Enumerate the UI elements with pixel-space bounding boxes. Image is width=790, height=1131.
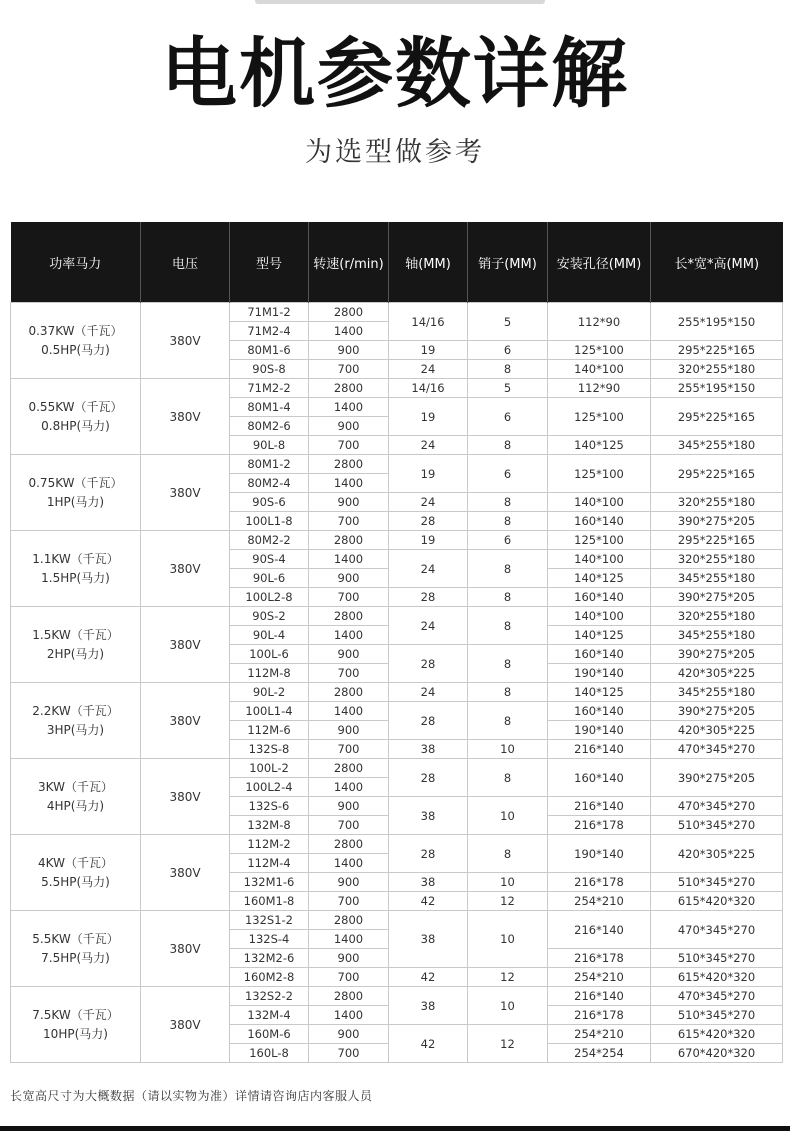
- speed-cell: 700: [309, 816, 389, 835]
- model-cell: 71M2-4: [230, 322, 309, 341]
- shaft-cell: 38: [389, 911, 468, 968]
- model-cell: 90L-8: [230, 436, 309, 455]
- mount-hole-cell: 190*140: [548, 835, 651, 873]
- mount-hole-cell: 216*178: [548, 873, 651, 892]
- speed-cell: 700: [309, 360, 389, 379]
- key-cell: 8: [468, 759, 548, 797]
- shaft-cell: 38: [389, 740, 468, 759]
- speed-cell: 900: [309, 1025, 389, 1044]
- mount-hole-cell: 254*210: [548, 1025, 651, 1044]
- dimensions-cell: 295*225*165: [651, 398, 783, 436]
- table-row: [11, 683, 783, 702]
- shaft-cell: 19: [389, 531, 468, 550]
- mount-hole-cell: 160*140: [548, 588, 651, 607]
- mount-hole-cell: 140*100: [548, 550, 651, 569]
- model-cell: 132M2-6: [230, 949, 309, 968]
- speed-cell: 900: [309, 341, 389, 360]
- shaft-cell: 24: [389, 683, 468, 702]
- page-title: 电机参数详解: [161, 29, 629, 118]
- speed-cell: 900: [309, 873, 389, 892]
- power-hp: 1.5HP(马力): [41, 570, 110, 585]
- model-cell: 112M-2: [230, 835, 309, 854]
- model-cell: 90S-2: [230, 607, 309, 626]
- mount-hole-cell: 140*125: [548, 569, 651, 588]
- dimensions-cell: 470*345*270: [651, 911, 783, 949]
- key-cell: 12: [468, 1025, 548, 1063]
- dimensions-cell: 390*275*205: [651, 702, 783, 721]
- speed-cell: 2800: [309, 531, 389, 550]
- table-row: [11, 759, 783, 778]
- mount-hole-cell: 125*100: [548, 398, 651, 436]
- shaft-cell: 28: [389, 835, 468, 873]
- power-cell: [11, 303, 141, 379]
- voltage-cell: 380V: [141, 455, 230, 531]
- dimensions-cell: 420*305*225: [651, 835, 783, 873]
- dimensions-cell: 390*275*205: [651, 588, 783, 607]
- table-body: [11, 303, 783, 1063]
- model-cell: 132M-8: [230, 816, 309, 835]
- key-cell: 8: [468, 683, 548, 702]
- speed-cell: 700: [309, 892, 389, 911]
- dimensions-cell: 470*345*270: [651, 797, 783, 816]
- shaft-cell: 14/16: [389, 303, 468, 341]
- speed-cell: 900: [309, 493, 389, 512]
- voltage-cell: 380V: [141, 835, 230, 911]
- col-header-key: 销子(MM): [468, 222, 548, 303]
- mount-hole-cell: 216*140: [548, 740, 651, 759]
- mount-hole-cell: 254*254: [548, 1044, 651, 1063]
- dimensions-cell: 470*345*270: [651, 740, 783, 759]
- model-cell: 112M-6: [230, 721, 309, 740]
- mount-hole-cell: 125*100: [548, 341, 651, 360]
- table-row: [11, 911, 783, 930]
- speed-cell: 2800: [309, 379, 389, 398]
- dimensions-cell: 670*420*320: [651, 1044, 783, 1063]
- power-cell: [11, 607, 141, 683]
- dimensions-cell: 295*225*165: [651, 341, 783, 360]
- key-cell: 6: [468, 531, 548, 550]
- key-cell: 6: [468, 455, 548, 493]
- mount-hole-cell: 140*100: [548, 360, 651, 379]
- shaft-cell: 28: [389, 759, 468, 797]
- model-cell: 90L-4: [230, 626, 309, 645]
- model-cell: 160M-6: [230, 1025, 309, 1044]
- power-hp: 0.8HP(马力): [41, 418, 110, 433]
- power-hp: 3HP(马力): [46, 722, 105, 737]
- power-cell: [11, 987, 141, 1063]
- model-cell: 160M1-8: [230, 892, 309, 911]
- shaft-cell: 14/16: [389, 379, 468, 398]
- shaft-cell: 28: [389, 512, 468, 531]
- model-cell: 80M1-4: [230, 398, 309, 417]
- shaft-cell: 38: [389, 797, 468, 835]
- key-cell: 12: [468, 892, 548, 911]
- top-divider: [255, 0, 545, 4]
- mount-hole-cell: 254*210: [548, 892, 651, 911]
- speed-cell: 700: [309, 740, 389, 759]
- mount-hole-cell: 216*178: [548, 1006, 651, 1025]
- shaft-cell: 38: [389, 987, 468, 1025]
- speed-cell: 1400: [309, 322, 389, 341]
- power-hp: 1HP(马力): [46, 494, 105, 509]
- model-cell: 71M2-2: [230, 379, 309, 398]
- mount-hole-cell: 112*90: [548, 379, 651, 398]
- mount-hole-cell: 112*90: [548, 303, 651, 341]
- power-cell: [11, 379, 141, 455]
- speed-cell: 1400: [309, 1006, 389, 1025]
- speed-cell: 700: [309, 1044, 389, 1063]
- voltage-cell: 380V: [141, 759, 230, 835]
- power-cell: [11, 911, 141, 987]
- dimensions-cell: 320*255*180: [651, 493, 783, 512]
- mount-hole-cell: 160*140: [548, 759, 651, 797]
- model-cell: 132S-8: [230, 740, 309, 759]
- power-hp: 2HP(马力): [46, 646, 105, 661]
- dimensions-cell: 510*345*270: [651, 949, 783, 968]
- model-cell: 80M1-2: [230, 455, 309, 474]
- table-row: [11, 987, 783, 1006]
- power-hp: 10HP(马力): [43, 1026, 108, 1041]
- model-cell: 80M1-6: [230, 341, 309, 360]
- power-kw: 5.5KW（千瓦）: [32, 931, 119, 946]
- power-kw: 4KW（千瓦）: [38, 855, 113, 870]
- model-cell: 132S-4: [230, 930, 309, 949]
- speed-cell: 700: [309, 512, 389, 531]
- shaft-cell: 19: [389, 398, 468, 436]
- col-header-voltage: 电压: [141, 222, 230, 303]
- speed-cell: 700: [309, 968, 389, 987]
- power-cell: [11, 759, 141, 835]
- dimensions-cell: 390*275*205: [651, 759, 783, 797]
- key-cell: 8: [468, 588, 548, 607]
- speed-cell: 900: [309, 949, 389, 968]
- dimensions-cell: 345*255*180: [651, 569, 783, 588]
- shaft-cell: 19: [389, 455, 468, 493]
- speed-cell: 700: [309, 588, 389, 607]
- mount-hole-cell: 216*178: [548, 816, 651, 835]
- dimensions-cell: 295*225*165: [651, 455, 783, 493]
- speed-cell: 1400: [309, 930, 389, 949]
- mount-hole-cell: 190*140: [548, 721, 651, 740]
- speed-cell: 900: [309, 569, 389, 588]
- dimensions-cell: 420*305*225: [651, 721, 783, 740]
- key-cell: 8: [468, 702, 548, 740]
- speed-cell: 1400: [309, 550, 389, 569]
- bottom-divider: [0, 1126, 790, 1131]
- mount-hole-cell: 140*100: [548, 607, 651, 626]
- dimensions-cell: 320*255*180: [651, 607, 783, 626]
- mount-hole-cell: 140*100: [548, 493, 651, 512]
- key-cell: 10: [468, 873, 548, 892]
- power-cell: [11, 835, 141, 911]
- model-cell: 160L-8: [230, 1044, 309, 1063]
- shaft-cell: 42: [389, 968, 468, 987]
- speed-cell: 2800: [309, 987, 389, 1006]
- table-row: [11, 835, 783, 854]
- dimensions-cell: 345*255*180: [651, 436, 783, 455]
- speed-cell: 1400: [309, 778, 389, 797]
- model-cell: 100L1-8: [230, 512, 309, 531]
- shaft-cell: 24: [389, 550, 468, 588]
- speed-cell: 1400: [309, 398, 389, 417]
- shaft-cell: 28: [389, 645, 468, 683]
- power-kw: 3KW（千瓦）: [38, 779, 113, 794]
- voltage-cell: 380V: [141, 607, 230, 683]
- shaft-cell: 28: [389, 588, 468, 607]
- dimensions-cell: 470*345*270: [651, 987, 783, 1006]
- power-hp: 0.5HP(马力): [41, 342, 110, 357]
- mount-hole-cell: 140*125: [548, 436, 651, 455]
- col-header-mount-hole: 安装孔径(MM): [548, 222, 651, 303]
- speed-cell: 700: [309, 664, 389, 683]
- col-header-shaft: 轴(MM): [389, 222, 468, 303]
- mount-hole-cell: 125*100: [548, 455, 651, 493]
- shaft-cell: 42: [389, 892, 468, 911]
- mount-hole-cell: 216*140: [548, 987, 651, 1006]
- table-header-row: [11, 222, 783, 303]
- model-cell: 80M2-2: [230, 531, 309, 550]
- key-cell: 8: [468, 512, 548, 531]
- dimensions-cell: 510*345*270: [651, 1006, 783, 1025]
- speed-cell: 900: [309, 721, 389, 740]
- key-cell: 6: [468, 341, 548, 360]
- speed-cell: 1400: [309, 854, 389, 873]
- power-cell: [11, 455, 141, 531]
- power-kw: 2.2KW（千瓦）: [32, 703, 119, 718]
- speed-cell: 900: [309, 797, 389, 816]
- model-cell: 80M2-6: [230, 417, 309, 436]
- power-kw: 1.1KW（千瓦）: [32, 551, 119, 566]
- model-cell: 112M-8: [230, 664, 309, 683]
- speed-cell: 2800: [309, 303, 389, 322]
- speed-cell: 1400: [309, 702, 389, 721]
- mount-hole-cell: 140*125: [548, 683, 651, 702]
- motor-spec-table: [10, 222, 783, 1063]
- dimensions-cell: 510*345*270: [651, 873, 783, 892]
- key-cell: 8: [468, 550, 548, 588]
- key-cell: 8: [468, 607, 548, 645]
- voltage-cell: 380V: [141, 531, 230, 607]
- key-cell: 8: [468, 835, 548, 873]
- speed-cell: 2800: [309, 911, 389, 930]
- power-hp: 4HP(马力): [46, 798, 105, 813]
- dimensions-cell: 615*420*320: [651, 892, 783, 911]
- key-cell: 8: [468, 493, 548, 512]
- mount-hole-cell: 190*140: [548, 664, 651, 683]
- mount-hole-cell: 216*178: [548, 949, 651, 968]
- dimensions-cell: 615*420*320: [651, 968, 783, 987]
- power-hp: 7.5HP(马力): [41, 950, 110, 965]
- model-cell: 132S1-2: [230, 911, 309, 930]
- model-cell: 80M2-4: [230, 474, 309, 493]
- col-header-model: 型号: [230, 222, 309, 303]
- mount-hole-cell: 160*140: [548, 702, 651, 721]
- mount-hole-cell: 160*140: [548, 645, 651, 664]
- model-cell: 132S-6: [230, 797, 309, 816]
- power-kw: 0.75KW（千瓦）: [28, 475, 123, 490]
- key-cell: 12: [468, 968, 548, 987]
- power-cell: [11, 683, 141, 759]
- voltage-cell: 380V: [141, 303, 230, 379]
- key-cell: 5: [468, 379, 548, 398]
- voltage-cell: 380V: [141, 683, 230, 759]
- mount-hole-cell: 125*100: [548, 531, 651, 550]
- shaft-cell: 28: [389, 702, 468, 740]
- shaft-cell: 24: [389, 360, 468, 379]
- speed-cell: 2800: [309, 683, 389, 702]
- speed-cell: 2800: [309, 759, 389, 778]
- speed-cell: 1400: [309, 474, 389, 493]
- shaft-cell: 42: [389, 1025, 468, 1063]
- model-cell: 100L1-4: [230, 702, 309, 721]
- mount-hole-cell: 140*125: [548, 626, 651, 645]
- shaft-cell: 24: [389, 436, 468, 455]
- voltage-cell: 380V: [141, 987, 230, 1063]
- col-header-dimensions: 长*宽*高(MM): [651, 222, 783, 303]
- dimensions-cell: 420*305*225: [651, 664, 783, 683]
- model-cell: 132S2-2: [230, 987, 309, 1006]
- speed-cell: 1400: [309, 626, 389, 645]
- page-subtitle: 为选型做参考: [305, 137, 485, 168]
- speed-cell: 900: [309, 417, 389, 436]
- mount-hole-cell: 216*140: [548, 911, 651, 949]
- speed-cell: 2800: [309, 835, 389, 854]
- dimensions-cell: 390*275*205: [651, 645, 783, 664]
- model-cell: 90S-6: [230, 493, 309, 512]
- footnote: 长宽高尺寸为大概数据（请以实物为准）详情请咨询店内客服人员: [10, 1089, 373, 1103]
- key-cell: 5: [468, 303, 548, 341]
- shaft-cell: 24: [389, 493, 468, 512]
- model-cell: 71M1-2: [230, 303, 309, 322]
- col-header-power: 功率马力: [11, 222, 141, 303]
- shaft-cell: 38: [389, 873, 468, 892]
- speed-cell: 2800: [309, 607, 389, 626]
- power-kw: 0.55KW（千瓦）: [28, 399, 123, 414]
- power-kw: 0.37KW（千瓦）: [28, 323, 123, 338]
- model-cell: 90L-6: [230, 569, 309, 588]
- table-row: [11, 455, 783, 474]
- key-cell: 10: [468, 911, 548, 968]
- table-row: [11, 607, 783, 626]
- table-row: [11, 531, 783, 550]
- model-cell: 100L2-4: [230, 778, 309, 797]
- voltage-cell: 380V: [141, 379, 230, 455]
- dimensions-cell: 345*255*180: [651, 683, 783, 702]
- speed-cell: 700: [309, 436, 389, 455]
- dimensions-cell: 320*255*180: [651, 360, 783, 379]
- dimensions-cell: 615*420*320: [651, 1025, 783, 1044]
- key-cell: 6: [468, 398, 548, 436]
- col-header-speed: 转速(r/min): [309, 222, 389, 303]
- voltage-cell: 380V: [141, 911, 230, 987]
- dimensions-cell: 255*195*150: [651, 379, 783, 398]
- power-hp: 5.5HP(马力): [41, 874, 110, 889]
- table-row: [11, 379, 783, 398]
- key-cell: 10: [468, 987, 548, 1025]
- shaft-cell: 24: [389, 607, 468, 645]
- model-cell: 90L-2: [230, 683, 309, 702]
- power-kw: 1.5KW（千瓦）: [32, 627, 119, 642]
- model-cell: 90S-8: [230, 360, 309, 379]
- key-cell: 8: [468, 360, 548, 379]
- power-kw: 7.5KW（千瓦）: [32, 1007, 119, 1022]
- speed-cell: 2800: [309, 455, 389, 474]
- model-cell: 100L-6: [230, 645, 309, 664]
- model-cell: 132M1-6: [230, 873, 309, 892]
- table-row: [11, 303, 783, 322]
- dimensions-cell: 295*225*165: [651, 531, 783, 550]
- key-cell: 10: [468, 740, 548, 759]
- model-cell: 112M-4: [230, 854, 309, 873]
- dimensions-cell: 320*255*180: [651, 550, 783, 569]
- key-cell: 8: [468, 645, 548, 683]
- mount-hole-cell: 160*140: [548, 512, 651, 531]
- speed-cell: 900: [309, 645, 389, 664]
- model-cell: 100L-2: [230, 759, 309, 778]
- dimensions-cell: 345*255*180: [651, 626, 783, 645]
- power-cell: [11, 531, 141, 607]
- model-cell: 132M-4: [230, 1006, 309, 1025]
- model-cell: 100L2-8: [230, 588, 309, 607]
- key-cell: 10: [468, 797, 548, 835]
- dimensions-cell: 390*275*205: [651, 512, 783, 531]
- shaft-cell: 19: [389, 341, 468, 360]
- dimensions-cell: 510*345*270: [651, 816, 783, 835]
- mount-hole-cell: 216*140: [548, 797, 651, 816]
- model-cell: 160M2-8: [230, 968, 309, 987]
- mount-hole-cell: 254*210: [548, 968, 651, 987]
- dimensions-cell: 255*195*150: [651, 303, 783, 341]
- key-cell: 8: [468, 436, 548, 455]
- model-cell: 90S-4: [230, 550, 309, 569]
